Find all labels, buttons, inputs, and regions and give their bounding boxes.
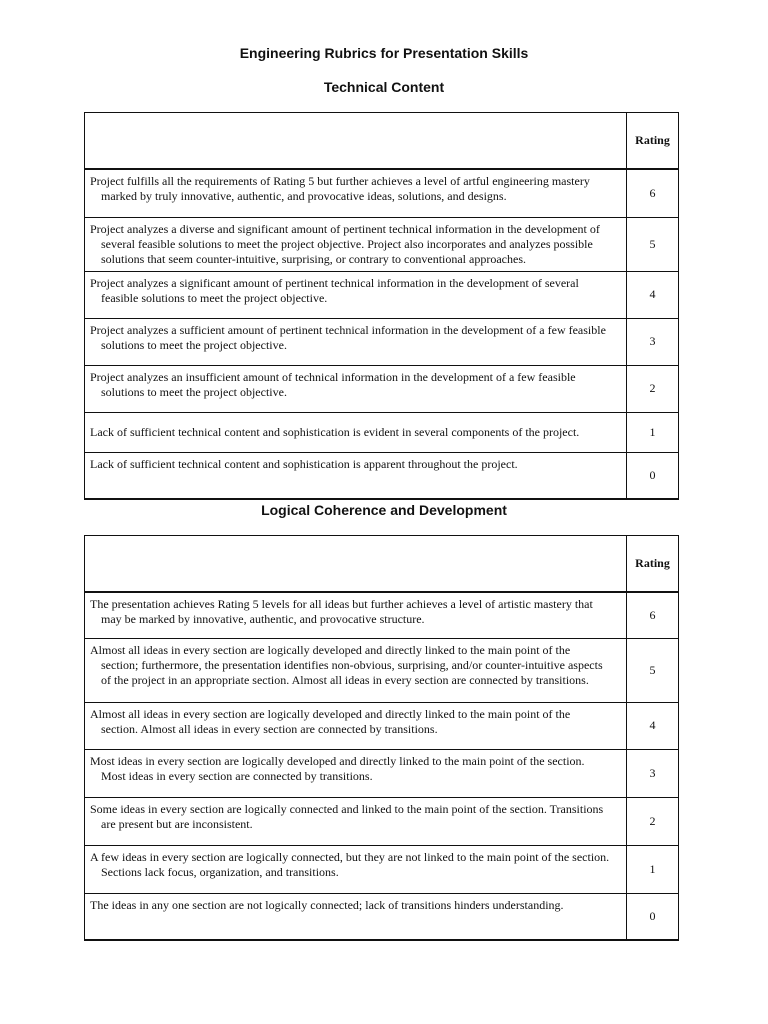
criterion-text: Lack of sufficient technical content and sophistication is evident in several components of the project. [90,424,580,439]
table-row [85,592,679,638]
criterion-text: Almost all ideas in every section are logically developed and directly linked to the main point of the section. Almost all ideas in every section are connected by transitions. [90,706,571,736]
header-description-cell [85,113,627,170]
criterion-text: The presentation achieves Rating 5 levels for all ideas but further achieves a level of artistic mastery that may be marked by innovative, authentic, and provocative structure. [90,597,593,626]
criterion-text: The ideas in any one section are not logically connected; lack of transitions hinders understanding. [90,897,564,912]
table-row [85,452,679,499]
rating-value: 6 [627,169,679,217]
criterion-text: Project analyzes a diverse and significant amount of pertinent technical information in the development of several feasible solutions to meet the project objective. Project also incorporates and analyzes possible solutions that seem counter-intuitive, surprising, or contrary to conventional approaches. [90,221,600,266]
table-header-row [85,536,679,593]
table-row [85,845,679,893]
table-row [85,412,679,452]
table-row [85,749,679,797]
rating-value: 2 [627,797,679,845]
criterion-text: Project analyzes an insufficient amount of technical information in the development of a few feasible solutions to meet the project objective. [90,369,576,399]
rating-value: 1 [627,845,679,893]
rating-header: Rating [627,536,679,593]
rating-value: 3 [627,749,679,797]
criterion-text: Almost all ideas in every section are logically developed and directly linked to the main point of the section; furthermore, the presentation identifies non-obvious, surprising, and/or counter-intuitive aspects of the project in an appropriate section. Almost all ideas in every section are connected by transitions. [90,642,603,687]
rubric-table-logical-coherence [84,535,679,941]
table-row [85,702,679,749]
table-row [85,797,679,845]
rating-value: 5 [627,638,679,702]
rating-value: 0 [627,893,679,940]
criterion-text: Most ideas in every section are logically developed and directly linked to the main point of the section. Most ideas in every section are connected by transitions. [90,753,585,783]
table-row [85,271,679,318]
rating-value: 4 [627,702,679,749]
criterion-text: Some ideas in every section are logically connected and linked to the main point of the section. Transitions are present but are inconsistent. [90,801,604,831]
section-title-logical-coherence: Logical Coherence and Development [261,502,507,518]
criterion-text: Project analyzes a sufficient amount of pertinent technical information in the development of a few feasible solutions to meet the project objective. [90,322,606,352]
rating-value: 6 [627,592,679,638]
table-row [85,893,679,940]
table-header-row [85,113,679,170]
header-description-cell [85,536,627,593]
criterion-text: Lack of sufficient technical content and sophistication is apparent throughout the project. [90,456,518,471]
table-row [85,217,679,271]
criterion-text: A few ideas in every section are logically connected, but they are not linked to the main point of the section. Sections lack focus, organization, and transitions. [90,849,610,879]
criterion-text: Project analyzes a significant amount of pertinent technical information in the development of several feasible solutions to meet the project objective. [90,275,579,305]
table-row [85,318,679,365]
rating-value: 5 [627,217,679,271]
rating-header: Rating [627,113,679,170]
rating-value: 1 [627,412,679,452]
table-row [85,638,679,702]
table-row [85,365,679,412]
rating-value: 4 [627,271,679,318]
rating-value: 0 [627,452,679,499]
section-title-technical-content: Technical Content [323,79,445,95]
document-title: Engineering Rubrics for Presentation Skills [239,45,529,61]
rating-value: 2 [627,365,679,412]
criterion-text: Project fulfills all the requirements of Rating 5 but further achieves a level of artful engineering mastery marked by truly innovative, authentic, and provocative ideas, solutions, and designs. [90,174,590,203]
rubric-table-technical-content [84,112,679,500]
table-row [85,169,679,217]
rating-value: 3 [627,318,679,365]
